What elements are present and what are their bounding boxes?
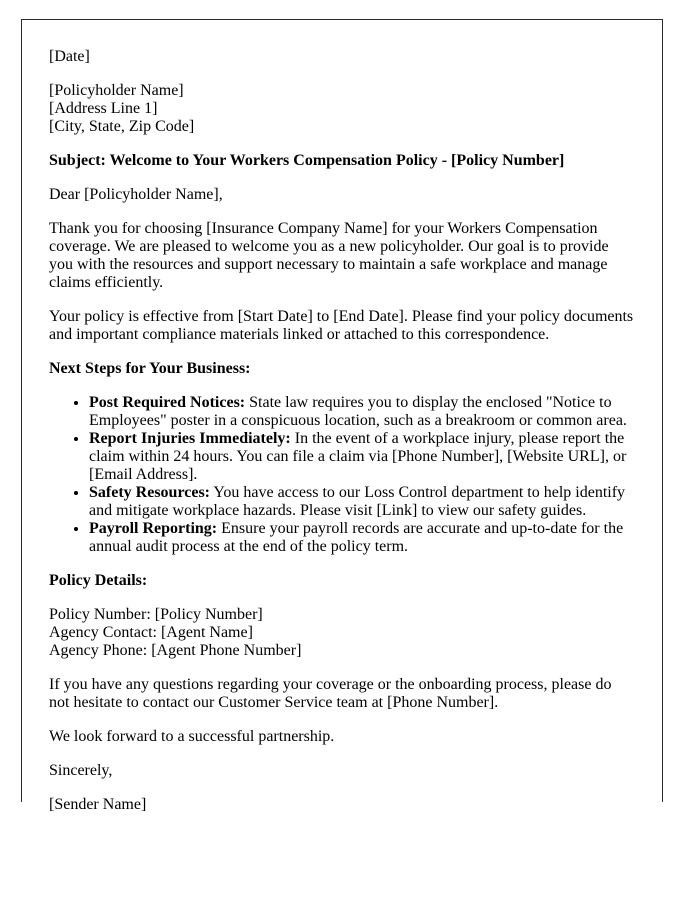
recipient-address-block (49, 82, 635, 136)
list-item-label: Payroll Reporting: (89, 520, 218, 537)
recipient-address-line1: [Address Line 1] (49, 100, 158, 117)
list-item-post-notices (89, 394, 635, 430)
salutation: Dear [Policyholder Name], (49, 186, 223, 203)
next-steps-heading: Next Steps for Your Business: (49, 360, 251, 377)
agency-contact-line: Agency Contact: [Agent Name] (49, 624, 253, 641)
effective-dates-paragraph: Your policy is effective from [Start Date] to [End Date]. Please find your policy documents and important compliance materials linked or attached to this correspondence. (49, 308, 634, 343)
intro-paragraph: Thank you for choosing [Insurance Company Name] for your Workers Compensation coverage. We are pleased to welcome you as a new policyholder. Our goal is to provide you with the resources and support necessary to maintain a safe workplace and manage claims efficiently. (49, 220, 609, 291)
signoff-line: Sincerely, (49, 762, 113, 779)
recipient-name: [Policyholder Name] (49, 82, 184, 99)
questions-paragraph: If you have any questions regarding your coverage or the onboarding process, please do not hesitate to contact our Customer Service team at [Phone Number]. (49, 676, 612, 711)
letter-page (21, 19, 663, 813)
agency-phone-line: Agency Phone: [Agent Phone Number] (49, 642, 302, 659)
list-item-text: You have access to our Loss Control department to help identify and mitigate workplace hazards. Please visit [Link] to view our safety guides. (89, 484, 626, 519)
policy-details-heading: Policy Details: (49, 572, 148, 589)
subject-line: Subject: Welcome to Your Workers Compensation Policy - [Policy Number] (49, 152, 565, 169)
recipient-city-state-zip: [City, State, Zip Code] (49, 118, 195, 135)
partnership-paragraph: We look forward to a successful partnership. (49, 728, 335, 745)
list-item-text: In the event of a workplace injury, please report the claim within 24 hours. You can file a claim via [Phone Number], [Website URL], or [Email Address]. (89, 430, 627, 483)
list-item-label: Post Required Notices: (89, 394, 246, 411)
sender-name-line: [Sender Name] (49, 796, 147, 813)
list-item-label: Safety Resources: (89, 484, 211, 501)
list-item-payroll-reporting (89, 520, 635, 556)
list-item-report-injuries (89, 430, 635, 484)
policy-details-block (49, 606, 635, 660)
list-item-label: Report Injuries Immediately: (89, 430, 291, 447)
date-line: [Date] (49, 48, 90, 65)
list-item-safety-resources (89, 484, 635, 520)
list-item-text: Ensure your payroll records are accurate and up-to-date for the annual audit process at the end of the policy term. (89, 520, 624, 555)
policy-number-line: Policy Number: [Policy Number] (49, 606, 263, 623)
list-item-text: State law requires you to display the enclosed "Notice to Employees" poster in a conspicuous location, such as a breakroom or common area. (89, 394, 627, 429)
next-steps-list (49, 394, 635, 556)
